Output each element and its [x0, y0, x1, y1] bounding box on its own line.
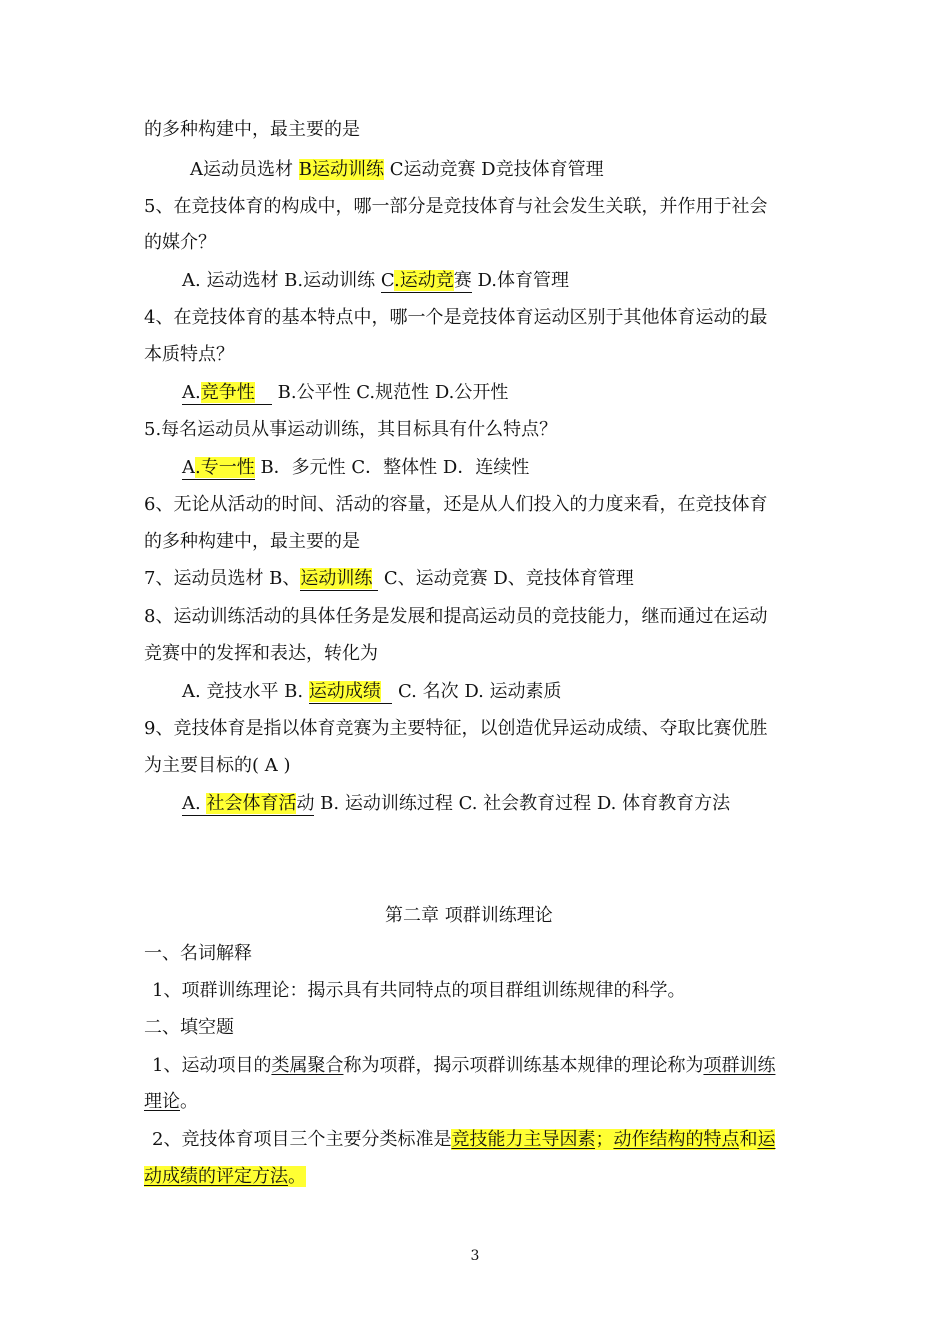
highlighted-answer: 动作结构的特点: [613, 1129, 740, 1150]
fill-blank-line: 理论。: [144, 1091, 198, 1112]
option-line: A. 竞技水平 B. 运动成绩 C. 名次 D. 运动素质: [182, 681, 562, 702]
question-line: 的媒介？: [144, 232, 216, 253]
option-line: A. 社会体育活动 B. 运动训练过程 C. 社会教育过程 D. 体育教育方法: [182, 793, 731, 814]
question-line: 本质特点？: [144, 344, 234, 365]
underlined-answer: [300, 568, 378, 591]
underlined-answer: C.运动竞赛: [380, 270, 472, 291]
option-line: A. 运动选材 B.运动训练 C.运动竞赛 D.体育管理: [182, 270, 569, 291]
question-line: 9、竞技体育是指以体育竞赛为主要特征，以创造优异运动成绩、夺取比赛优胜: [144, 718, 768, 739]
underlined-answer: A. 社会体育活动: [182, 793, 315, 814]
definition-line: 1、项群训练理论：揭示具有共同特点的项目群组训练规律的科学。: [152, 980, 686, 1001]
highlighted-answer: 竞技能力主导因素: [451, 1129, 596, 1150]
question-line: 5.每名运动员从事运动训练，其目标具有什么特点？: [144, 419, 558, 440]
highlighted-answer: 动成绩的评定方法: [144, 1166, 288, 1187]
option-line: A.竞争性 B.公平性 C.规范性 D.公开性: [182, 382, 509, 403]
option-line: A.专一性 B．多元性 C．整体性 D．连续性: [182, 457, 530, 478]
question-line: 的多种构建中，最主要的是: [144, 531, 360, 552]
fill-blank-line: 2、竞技体育项目三个主要分类标准是竞技能力主导因素；动作结构的特点和运: [152, 1129, 776, 1150]
underlined-answer: A.竞争性: [182, 382, 272, 405]
question-line: 5、在竞技体育的构成中，哪一部分是竞技体育与社会发生关联，并作用于社会: [144, 196, 768, 217]
highlighted-answer: 运动成绩: [308, 681, 381, 702]
answer-blank: 项群训练: [703, 1055, 776, 1076]
highlighted-answer: .专一性: [195, 457, 255, 478]
chapter-title: 第二章 项群训练理论: [385, 905, 553, 926]
highlighted-answer: 竞争性: [200, 382, 255, 403]
highlighted-answer: .运动竞: [393, 270, 454, 291]
underlined-answer: [309, 681, 392, 704]
answer-blank: 类属聚合: [271, 1055, 344, 1076]
question-line: 8、运动训练活动的具体任务是发展和提高运动员的竞技能力，继而通过在运动: [144, 606, 768, 627]
question-line: 竞赛中的发挥和表达，转化为: [144, 643, 378, 664]
section-heading: 一、名词解释: [144, 943, 252, 964]
question-line: 6、无论从活动的时间、活动的容量，还是从人们投入的力度来看，在竞技体育: [144, 494, 768, 515]
question-line: 为主要目标的( A ): [144, 755, 291, 776]
section-heading: 二、填空题: [144, 1017, 234, 1038]
fill-blank-line: 动成绩的评定方法。: [144, 1166, 306, 1187]
answer-blank: 理论: [144, 1091, 180, 1112]
page-number: 3: [470, 1248, 480, 1264]
option-line: 7、运动员选材 B、运动训练 C、运动竞赛 D、竞技体育管理: [144, 568, 634, 589]
option-line: A运动员选材 B运动训练 C运动竞赛 D竞技体育管理: [190, 159, 604, 180]
underlined-answer: A.专一性: [182, 457, 255, 478]
highlighted-answer: 社会体育活: [206, 793, 297, 814]
highlighted-answer: B运动训练: [298, 159, 384, 180]
fill-blank-line: 1、运动项目的类属聚合称为项群，揭示项群训练基本规律的理论称为项群训练: [152, 1055, 776, 1076]
text-line: 的多种构建中，最主要的是: [144, 119, 360, 140]
highlighted-answer: 运动训练: [300, 568, 373, 589]
question-line: 4、在竞技体育的基本特点中，哪一个是竞技体育运动区别于其他体育运动的最: [144, 307, 768, 328]
highlighted-answer: 运: [757, 1129, 776, 1150]
